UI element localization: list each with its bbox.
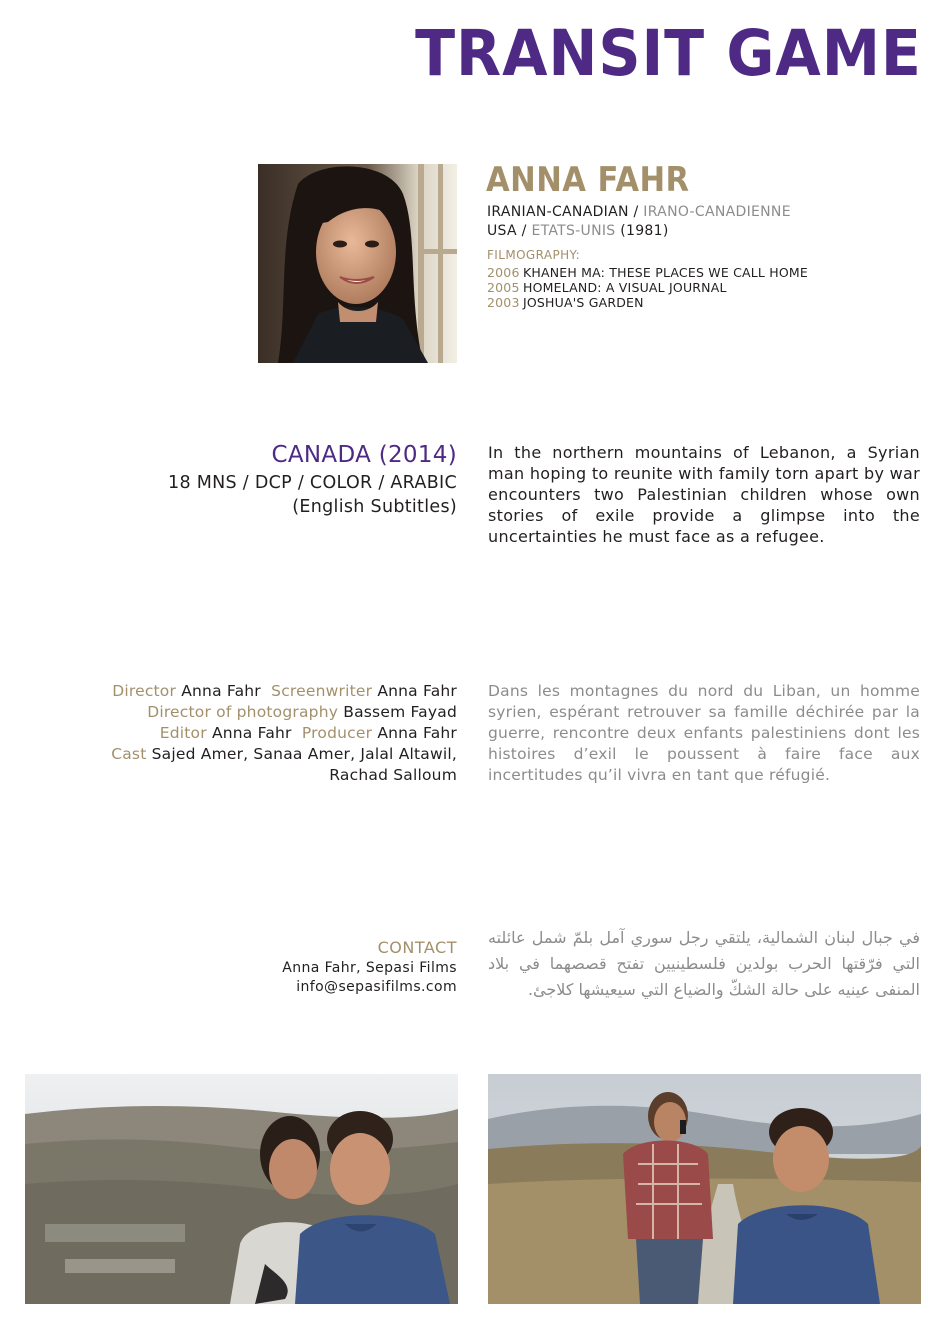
filmography-year: 2006 <box>487 265 520 280</box>
filmography-item <box>487 280 808 295</box>
residence-fr: ETATS-UNIS <box>531 223 616 239</box>
nationality-fr: IRANO-CANADIENNE <box>643 204 791 220</box>
film-technical-specs: 18 MNS / DCP / COLOR / ARABIC <box>168 473 457 493</box>
screenwriter-value: Anna Fahr <box>377 682 457 700</box>
credit-line <box>111 681 457 702</box>
film-country-year: CANADA (2014) <box>271 442 457 468</box>
director-portrait <box>258 164 457 363</box>
director-nationality <box>487 203 791 241</box>
credit-line <box>111 702 457 723</box>
filmography-title: HOMELAND: A VISUAL JOURNAL <box>523 280 727 295</box>
filmography-label: FILMOGRAPHY: <box>487 248 581 262</box>
film-specs <box>168 471 457 519</box>
separator: / <box>633 204 639 220</box>
birth-year: (1981) <box>620 223 669 239</box>
screenwriter-label: Screenwriter <box>271 682 373 700</box>
credit-line <box>111 744 457 765</box>
filmography-item <box>487 265 808 280</box>
film-credits <box>111 681 457 786</box>
filmography-year: 2005 <box>487 280 520 295</box>
producer-value: Anna Fahr <box>377 724 457 742</box>
nationality-en: IRANIAN-CANADIAN <box>487 204 629 220</box>
director-name: ANNA FAHR <box>486 160 690 200</box>
nationality-line <box>487 203 791 222</box>
contact-name: Anna Fahr, Sepasi Films <box>282 960 457 976</box>
dop-label: Director of photography <box>147 703 339 721</box>
contact-email[interactable]: info@sepasifilms.com <box>296 979 457 995</box>
film-still-man-boy <box>488 1074 921 1304</box>
synopsis-french: Dans les montagnes du nord du Liban, un homme syrien, espérant retrouver sa famille déchirée par la guerre, rencontre deux enfants palestiniens dont les histoires d’exil le poussent à faire face aux incertitudes qu’il vivra en tant que réfugié. <box>488 682 920 784</box>
filmography-title: JOSHUA'S GARDEN <box>523 295 644 310</box>
film-subtitles: (English Subtitles) <box>292 497 457 517</box>
director-value: Anna Fahr <box>181 682 261 700</box>
separator: / <box>521 223 527 239</box>
contact-label: CONTACT <box>377 938 457 957</box>
editor-label: Editor <box>159 724 207 742</box>
residence-line <box>487 222 791 241</box>
cast-label: Cast <box>111 745 147 763</box>
film-still-children <box>25 1074 458 1304</box>
cast-value: Sajed Amer, Sanaa Amer, Jalal Altawil, <box>151 745 457 763</box>
dop-value: Bassem Fayad <box>343 703 457 721</box>
editor-value: Anna Fahr <box>211 724 292 742</box>
residence-en: USA <box>487 223 517 239</box>
synopsis-english: In the northern mountains of Lebanon, a Syrian man hoping to reunite with family torn apart by war encounters two Palestinian children whose own stories of exile provide a glimpse into the uncertainties he must face as a refugee. <box>488 443 920 546</box>
filmography-year: 2003 <box>487 295 520 310</box>
director-label: Director <box>112 682 177 700</box>
producer-label: Producer <box>301 724 373 742</box>
filmography-list <box>487 265 808 310</box>
filmography-title: KHANEH MA: THESE PLACES WE CALL HOME <box>523 265 808 280</box>
credit-line <box>111 723 457 744</box>
synopsis-arabic: في جبال لبنان الشمالية، يلتقي رجل سوري آمل بلمّ شمل عائلته التي فرّقتها الحرب بولدين فلسطينيين تفتح قصصهما في بلاد المنفى عينيه على حالة الشكّ والضياع التي سيعيشها كلاجئ. <box>488 928 920 999</box>
film-title: TRANSIT GAME <box>415 17 922 90</box>
cast-continued: Rachad Salloum <box>329 766 457 784</box>
filmography-item <box>487 295 808 310</box>
